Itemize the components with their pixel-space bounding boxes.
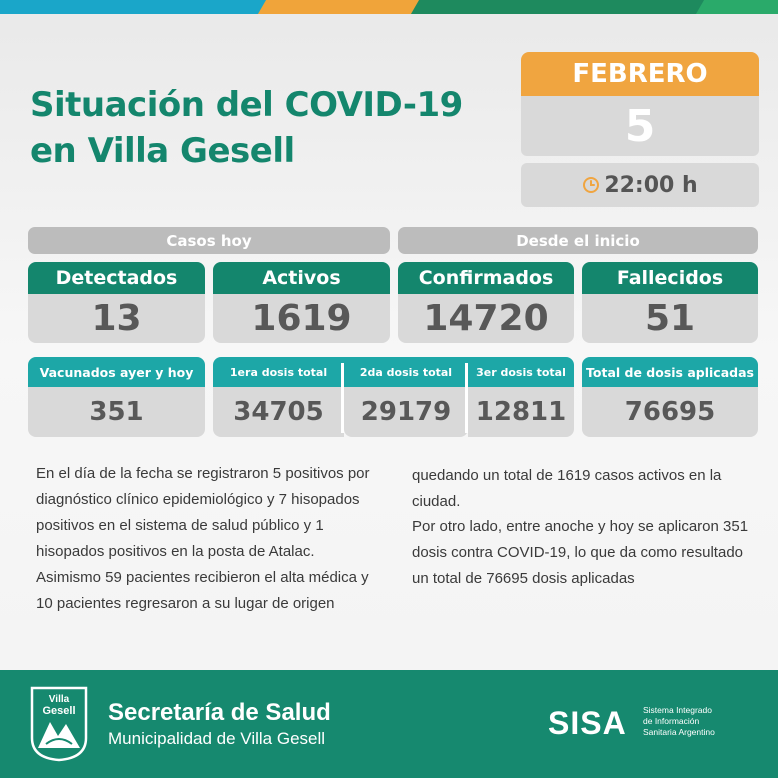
title-line-2: en Villa Gesell	[30, 131, 295, 171]
vaccine-label: Vacunados ayer y hoy	[28, 357, 205, 387]
logo-text-gesell: Gesell	[42, 705, 76, 717]
vaccine-value: 76695	[582, 387, 758, 437]
vaccine-value: 34705	[213, 387, 344, 437]
stat-value: 51	[582, 294, 758, 343]
logo-text-villa: Villa	[48, 694, 70, 705]
time-label: 22:00 h	[604, 172, 698, 198]
footer-subtitle: Municipalidad de Villa Gesell	[108, 729, 326, 748]
top-stripe-light-green	[696, 0, 778, 14]
vaccine-label: 1era dosis total	[213, 357, 344, 387]
footer-title: Secretaría de Salud	[108, 699, 331, 726]
body-text-left: En el día de la fecha se registraron 5 positivos por diagnóstico clínico epidemiológico y 7 hisopados positivos en el sistema de salud público y 1 hisopados positivos en la posta de Atalac. Asimismo 59 pacientes recibieron el alta médica y 10 pacientes regresaron a su lugar de origen	[36, 465, 370, 612]
section-since-start-header: Desde el inicio	[398, 227, 758, 254]
vaccine-label: 3er dosis total	[468, 357, 574, 387]
sisa-line-3: Sanitaria Argentino	[643, 727, 715, 737]
stat-card-activos	[213, 262, 390, 343]
vaccine-label: Total de dosis aplicadas	[582, 357, 758, 387]
vaccine-card-total	[582, 357, 758, 437]
vaccine-card-dose2	[344, 357, 468, 437]
sisa-line-2: de Información	[643, 716, 700, 726]
top-stripe-orange	[258, 0, 424, 14]
sisa-description	[643, 705, 753, 738]
date-time	[521, 163, 759, 207]
section-today-header: Casos hoy	[28, 227, 390, 254]
body-text-right-1: quedando un total de 1619 casos activos en la ciudad.	[412, 467, 722, 510]
stat-value: 1619	[213, 294, 390, 343]
top-stripe-green	[411, 0, 709, 14]
vaccine-value: 29179	[344, 387, 468, 437]
clock-icon	[582, 176, 600, 194]
stat-value: 13	[28, 294, 205, 343]
stat-label: Detectados	[28, 262, 205, 294]
stat-value: 14720	[398, 294, 574, 343]
top-stripe-blue	[0, 0, 270, 14]
stat-label: Confirmados	[398, 262, 574, 294]
body-text-right-2: Por otro lado, entre anoche y hoy se aplicaron 351 dosis contra COVID-19, lo que da como resultado un total de 76695 dosis aplicadas	[412, 518, 749, 587]
villa-gesell-logo	[28, 684, 90, 762]
date-day: 5	[521, 96, 759, 156]
vaccine-value: 351	[28, 387, 205, 437]
vaccine-value: 12811	[468, 387, 574, 437]
stat-card-fallecidos	[582, 262, 758, 343]
title-line-1: Situación del COVID-19	[30, 85, 463, 125]
sisa-line-1: Sistema Integrado	[643, 705, 712, 715]
date-month: FEBRERO	[521, 52, 759, 96]
vaccine-doses-group	[213, 357, 574, 437]
sisa-logo: SISA	[548, 705, 627, 741]
page-title	[30, 82, 490, 174]
stat-card-detectados	[28, 262, 205, 343]
vaccine-card-yesterday-today	[28, 357, 205, 437]
vaccine-card-dose3	[468, 357, 574, 437]
stat-label: Activos	[213, 262, 390, 294]
stat-label: Fallecidos	[582, 262, 758, 294]
vaccine-card-dose1	[213, 357, 344, 437]
vaccine-label: 2da dosis total	[344, 357, 468, 387]
stat-card-confirmados	[398, 262, 574, 343]
